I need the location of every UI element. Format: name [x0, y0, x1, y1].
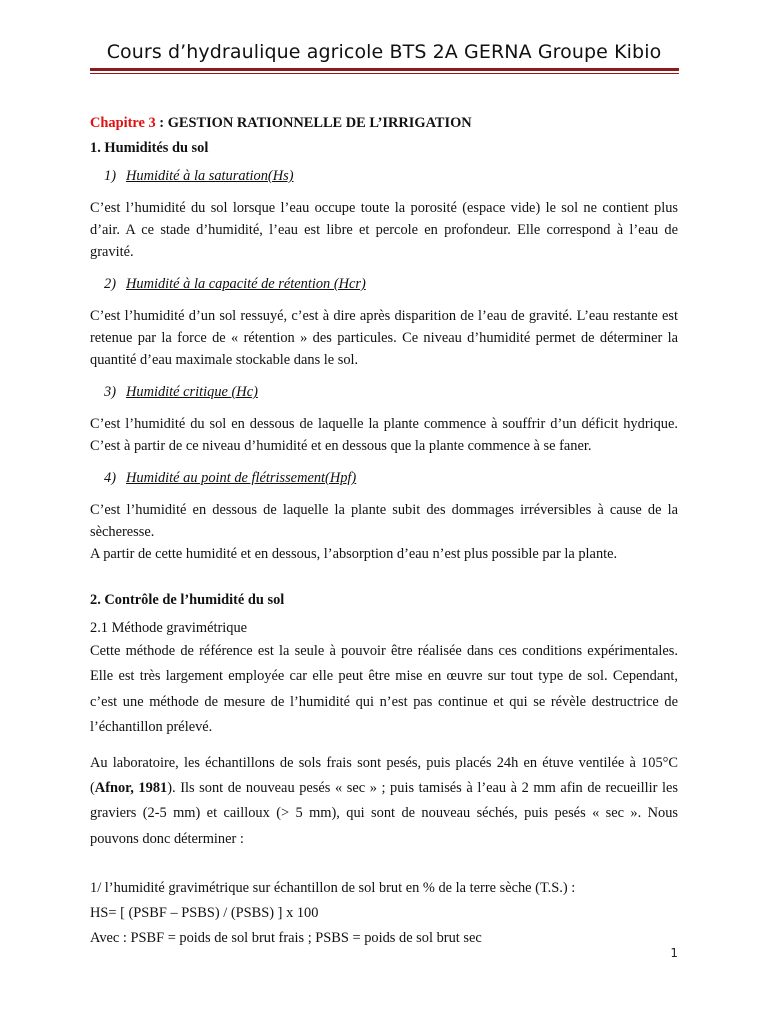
section-heading-1: 1. Humidités du sol — [90, 140, 209, 156]
chapter-title: : GESTION RATIONNELLE DE L’IRRIGATION — [155, 115, 472, 131]
paragraph: C’est l’humidité en dessous de laquelle la plante subit des dommages irréversibles à cause de la sècheresse. — [90, 502, 678, 540]
paragraph: Cette méthode de référence est la seule à pouvoir être réalisée dans ces conditions expérimentales. Elle est très largement employée car elle peut être mise en œuvre sur tout type de sol. Cependant, c’est une méthode de mesure de l’humidité qui n’est pas continue et qui se révèle destructrice de l’échantillon prélevé. — [90, 643, 678, 736]
paragraph: A partir de cette humidité et en dessous, l’absorption d’eau n’est plus possible par la plante. — [90, 546, 618, 562]
paragraph: C’est l’humidité d’un sol ressuyé, c’est à dire après disparition de l’eau de gravité. L’eau restante est retenue par la force de « rétention » des particules. Ce niveau d’humidité permet de déterminer la quantité d’eau maximale stockable dans le sol. — [90, 308, 678, 368]
subsection-heading-2-1: 2.1 Méthode gravimétrique — [90, 620, 248, 636]
subsection-heading: 2) Humidité à la capacité de rétention (Hcr) — [104, 276, 366, 292]
citation: Afnor, 1981 — [94, 780, 168, 797]
formula-legend: Avec : PSBF = poids de sol brut frais ; PSBS = poids de sol brut sec — [90, 930, 482, 947]
header-rule-thin — [90, 73, 679, 74]
subsection-heading: 3) Humidité critique (Hc) — [104, 384, 258, 400]
chapter-label: Chapitre 3 — [90, 115, 156, 131]
paragraph: C’est l’humidité du sol lorsque l’eau occupe toute la porosité (espace vide) le sol ne contient plus d’air. A ce stade d’humidité, l’eau est libre et percole en profondeur. Elle correspond à l’eau de gravité. — [90, 200, 678, 260]
subsection-heading: 1) Humidité à la saturation(Hs) — [104, 168, 294, 184]
running-header: Cours d’hydraulique agricole BTS 2A GERNA Groupe Kibio — [106, 41, 662, 63]
paragraph: Au laboratoire, les échantillons de sols frais sont pesés, puis placés 24h en étuve ventilée à 105°C (Afnor, 1981). Ils sont de nouveau pesés « sec » ; puis tamisés à l’eau à 2 mm afin de recueillir les graviers (2-5 mm) et cailloux (> 5 mm), qui sont de nouveau séchés, puis pesés « sec ». Nous pouvons donc déterminer : — [90, 754, 678, 847]
subsection-heading: 4) Humidité au point de flétrissement(Hpf) — [104, 470, 357, 486]
section-heading-2: 2. Contrôle de l’humidité du sol — [90, 592, 285, 608]
document-body — [90, 112, 678, 951]
paragraph: C’est l’humidité du sol en dessous de laquelle la plante commence à souffrir d’un déficit hydrique. C’est à partir de ce niveau d’humidité et en dessous que la plante commence à se faner. — [90, 416, 678, 454]
chapter-heading — [90, 112, 678, 134]
formula: HS= [ (PSBF – PSBS) / (PSBS) ] x 100 — [90, 905, 319, 922]
formula-intro: 1/ l’humidité gravimétrique sur échantillon de sol brut en % de la terre sèche (T.S.) : — [90, 880, 576, 897]
header-rule — [90, 68, 679, 71]
page-number: 1 — [670, 946, 678, 960]
